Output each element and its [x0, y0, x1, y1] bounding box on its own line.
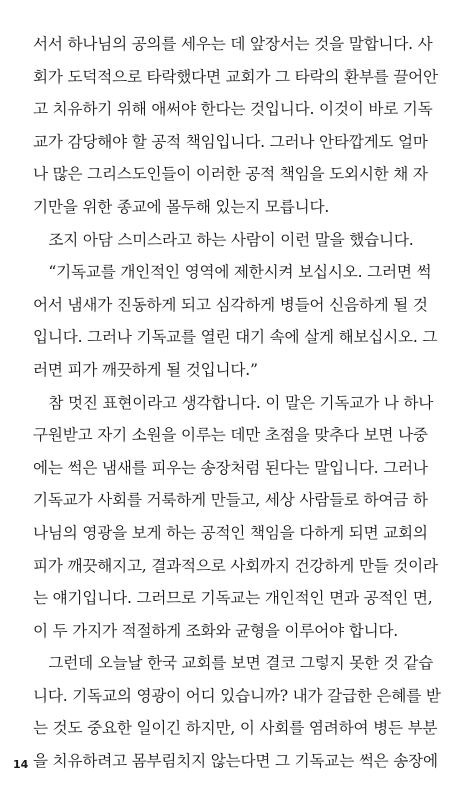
text-line: 는 얘기입니다. 그러므로 기독교는 개인적인 면과 공적인 면, — [33, 589, 433, 608]
text-line: 피가 깨끗해지고, 결과적으로 사회까지 건강하게 만들 것이라 — [33, 556, 438, 575]
text-line: 참 멋진 표현이라고 생각합니다. 이 말은 기독교가 나 하나 — [33, 393, 434, 412]
text-line: 고 치유하기 위해 애써야 한다는 것입니다. 이것이 바로 기독 — [33, 100, 433, 119]
text-line: 구원받고 자기 소원을 이루는 데만 초점을 맞추다 보면 나중 — [33, 426, 428, 445]
text-line: 입니다. 그러나 기독교를 열린 대기 속에 살게 해보십시오. 그 — [33, 328, 438, 347]
text-line: 교가 감당해야 할 공적 책임입니다. 그러나 안타깝게도 얼마 — [33, 132, 428, 151]
text-line: 에는 썩은 냄새를 피우는 송장처럼 된다는 말입니다. 그러나 — [33, 458, 428, 477]
page-number: 14 — [13, 758, 29, 771]
text-line: 나 많은 그리스도인들이 이러한 공적 책임을 도외시한 채 자 — [33, 165, 428, 184]
body-text — [33, 28, 448, 778]
text-line: 러면 피가 깨끗하게 될 것입니다.” — [33, 360, 258, 379]
text-line: 조지 아담 스미스라고 하는 사람이 이런 말을 했습니다. — [33, 230, 414, 249]
text-line: 기만을 위한 종교에 몰두해 있는지 모릅니다. — [33, 197, 330, 216]
text-line: 니다. 기독교의 영광이 어디 있습니까? 내가 갈급한 은혜를 받 — [33, 686, 441, 705]
text-line: 나님의 영광을 보게 하는 공적인 책임을 다하게 되면 교회의 — [33, 523, 428, 542]
text-line: 어서 냄새가 진동하게 되고 심각하게 병들어 신음하게 될 것 — [33, 295, 428, 314]
text-line: 서서 하나님의 공의를 세우는 데 앞장서는 것을 말합니다. 사 — [33, 35, 433, 53]
text-line: 그런데 오늘날 한국 교회를 보면 결코 그렇지 못한 것 같습 — [33, 654, 434, 673]
text-line: 는 것도 중요한 일이긴 하지만, 이 사회를 염려하여 병든 부분 — [33, 719, 438, 738]
text-line: 을 치유하려고 몸부림치지 않는다면 그 기독교는 썩은 송장에 — [33, 752, 438, 771]
text-line: 회가 도덕적으로 타락했다면 교회가 그 타락의 환부를 끌어안 — [33, 67, 438, 86]
text-line: 기독교가 사회를 거룩하게 만들고, 세상 사람들로 하여금 하 — [33, 491, 428, 510]
text-line: “기독교를 개인적인 영역에 제한시켜 보십시오. 그러면 썩 — [33, 263, 432, 282]
text-line: 이 두 가지가 적절하게 조화와 균형을 이루어야 합니다. — [33, 621, 399, 640]
